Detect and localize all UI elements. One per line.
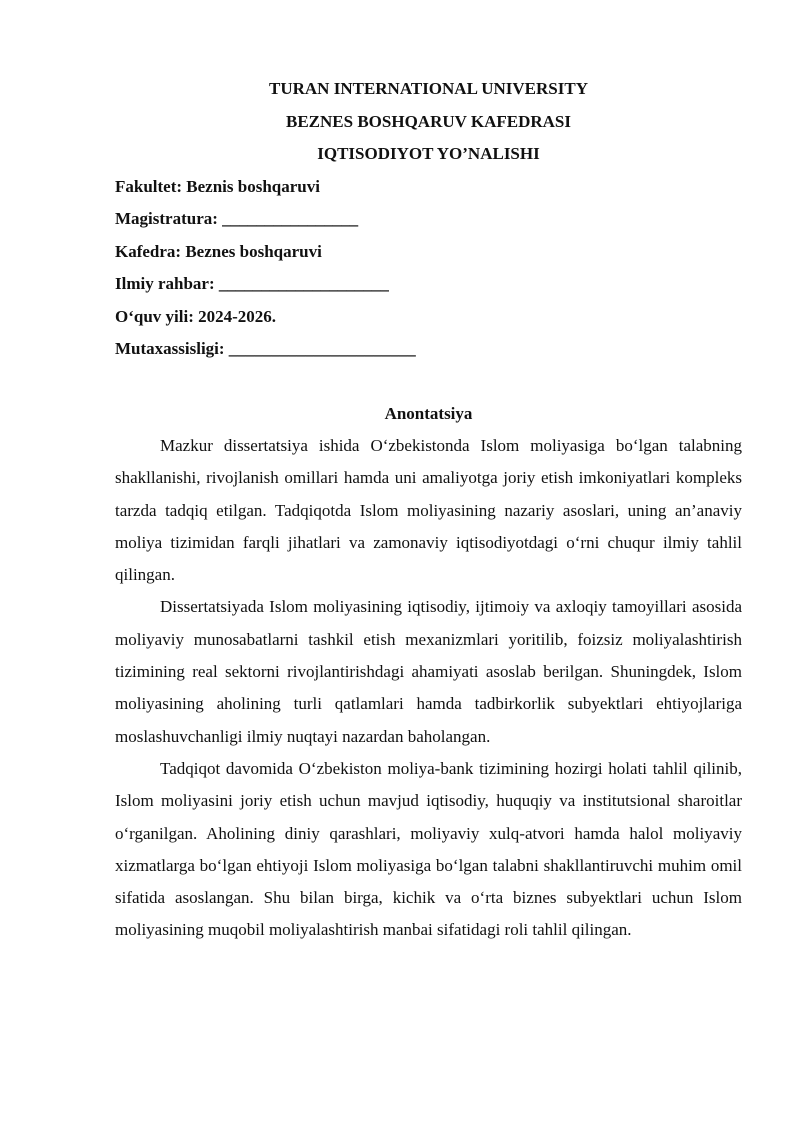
study-year-line: O‘quv yili: 2024-2026.: [115, 306, 277, 326]
annotation-paragraph-2: Dissertatsiyada Islom moliyasining iqtisodiy, ijtimoiy va axloqiy tamoyillari asosida moliyaviy munosabatlarni tashkil etish mexanizmlari yoritilib, foizsiz moliyalashtirish tizimining real sektorni rivojlantirishdagi ahamiyati asoslab berilgan. Shuningdek, Islom moliyasining aholining turli qatlamlari hamda tadbirkorlik subyektlari ehtiyojlariga moslashuvchanligi ilmiy nuqtayi nazardan baholangan.: [115, 597, 742, 746]
kafedra-line: Kafedra: Beznes boshqaruvi: [115, 241, 322, 261]
direction-title: IQTISODIYOT YO’NALISHI: [317, 144, 540, 163]
annotation-title: Anontatsiya: [384, 403, 473, 423]
document-page: [115, 73, 742, 947]
faculty-line: Fakultet: Beznis boshqaruvi: [115, 176, 320, 196]
annotation-paragraph-1: Mazkur dissertatsiya ishida O‘zbekistonda Islom moliyasiga bo‘lgan talabning shakllanishi, rivojlanish omillari hamda uni amaliyotga joriy etish imkoniyatlari kompleks tarzda tadqiq etilgan. Tadqiqotda Islom moliyasining nazariy asoslari, uning an’anaviy moliya tizimidan farqli jihatlari va zamonaviy iqtisodiyotdagi o‘rni chuqur ilmiy tahlil qilingan.: [115, 436, 742, 585]
masters-line: Magistratura: ________________: [115, 209, 359, 228]
university-title: TURAN INTERNATIONAL UNIVERSITY: [269, 79, 588, 98]
supervisor-line: Ilmiy rahbar: ____________________: [115, 274, 389, 293]
department-title: BEZNES BOSHQARUV KAFEDRASI: [286, 111, 571, 131]
annotation-paragraph-3: Tadqiqot davomida O‘zbekiston moliya-bank tizimining hozirgi holati tahlil qilinib, Islom moliyasini joriy etish uchun mavjud iqtisodiy, huquqiy va institutsional sharoitlar o‘rganilgan. Aholining diniy qarashlari, moliyaviy xulq-atvori hamda halol moliyaviy xizmatlarga bo‘lgan ehtiyoji Islom moliyasiga bo‘lgan talabni shakllantiruvchi muhim omil sifatida asoslangan. Shu bilan birga, kichik va o‘rta biznes subyektlari uchun Islom moliyasining muqobil moliyalashtirish manbai sifatidagi roli tahlil qilingan.: [115, 758, 742, 940]
specialty-line: Mutaxassisligi: ______________________: [115, 339, 416, 358]
